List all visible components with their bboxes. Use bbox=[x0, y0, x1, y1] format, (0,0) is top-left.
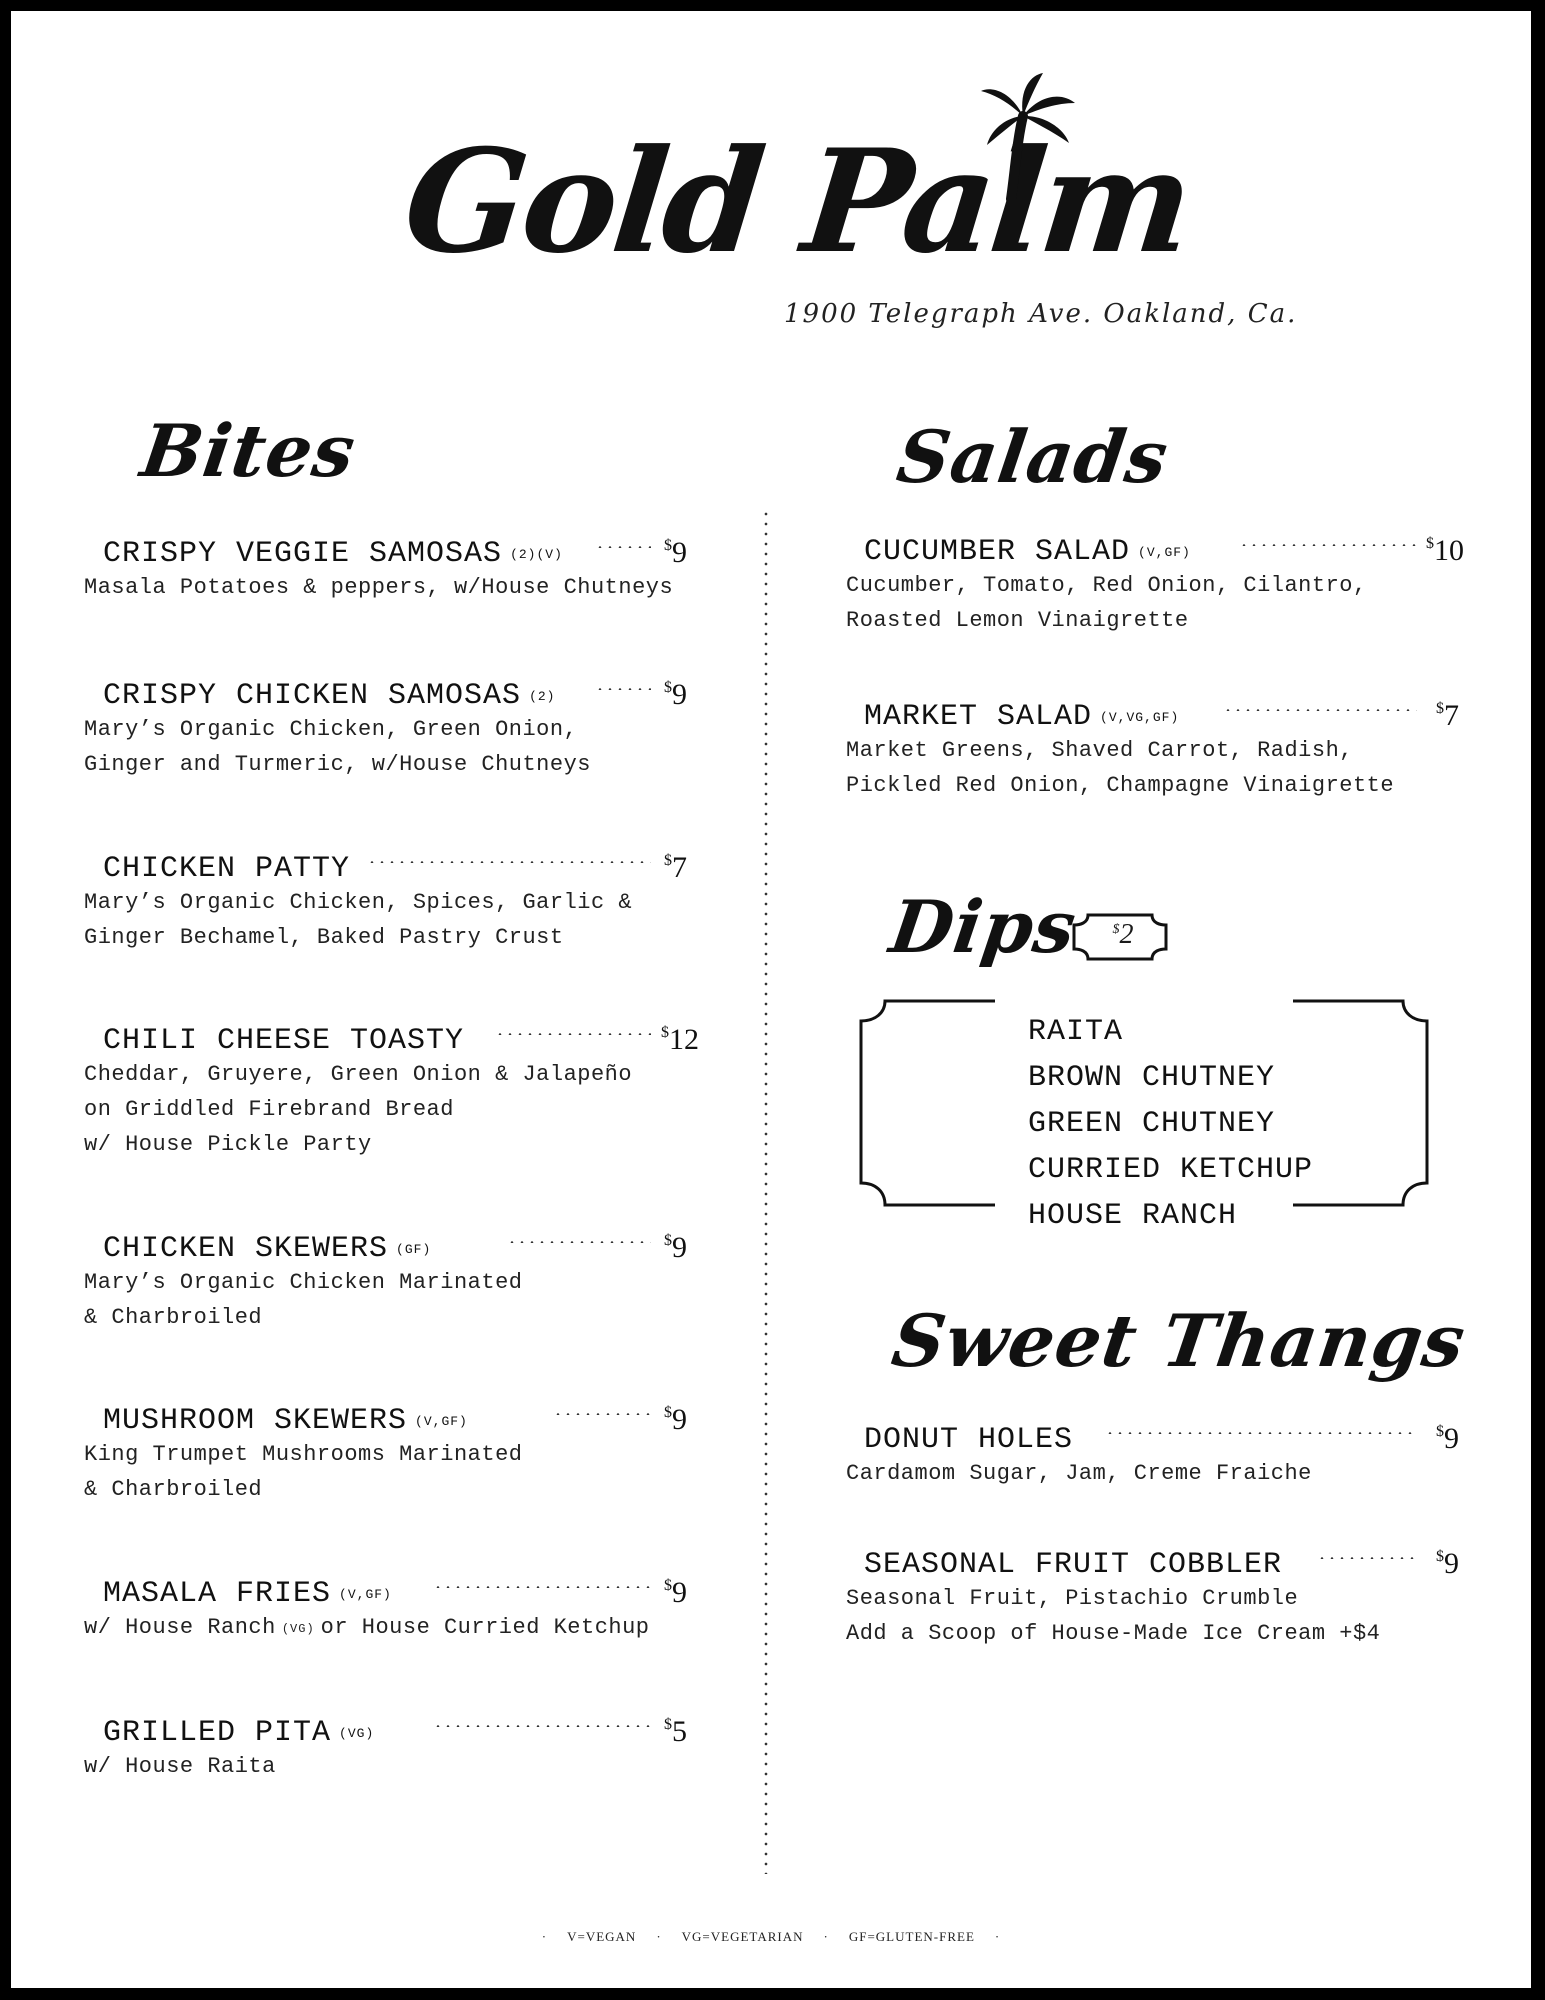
menu-item-name: CRISPY CHICKEN SAMOSAS (2) bbox=[103, 679, 556, 713]
logo-wordmark: Gold Palm bbox=[397, 119, 1197, 285]
menu-item-description: King Trumpet Mushrooms Marinated & Charbroiled bbox=[84, 1442, 523, 1502]
column-divider bbox=[764, 509, 768, 1874]
menu-item-price: $9 bbox=[1436, 1422, 1459, 1455]
palm-tree-icon bbox=[971, 71, 1081, 201]
dip-item: CURRIED KETCHUP bbox=[1028, 1153, 1314, 1187]
dot-leader bbox=[367, 861, 651, 863]
diet-tag: (V,VG,GF) bbox=[1100, 710, 1180, 725]
menu-item-price: $9 bbox=[664, 536, 687, 569]
menu-item-name: DONUT HOLES bbox=[864, 1423, 1074, 1457]
legend-vegetarian: VG=VEGETARIAN bbox=[681, 1929, 804, 1944]
dot-leader bbox=[507, 1241, 651, 1243]
menu-item-name: MARKET SALAD (V,VG,GF) bbox=[864, 700, 1180, 734]
dot-leader bbox=[595, 688, 651, 690]
menu-item-name: MUSHROOM SKEWERS (V,GF) bbox=[103, 1404, 468, 1438]
menu-item-price: $9 bbox=[664, 678, 687, 711]
dot-leader bbox=[1105, 1432, 1417, 1434]
sweets-heading: Sweet Thangs bbox=[887, 1298, 1471, 1383]
legend-gluten-free: GF=GLUTEN-FREE bbox=[848, 1929, 975, 1944]
menu-item-description: Cheddar, Gruyere, Green Onion & Jalapeño on Griddled Firebrand Bread w/ House Pickle Party bbox=[84, 1062, 633, 1157]
diet-tag: (V,GF) bbox=[415, 1414, 468, 1429]
dot-leader bbox=[595, 546, 651, 548]
diet-tag: (GF) bbox=[396, 1242, 432, 1257]
diet-tag: (2) bbox=[529, 689, 556, 704]
menu-item-price: $10 bbox=[1426, 534, 1464, 567]
diet-tag: (V,GF) bbox=[1138, 545, 1191, 560]
bites-heading: Bites bbox=[136, 408, 361, 493]
menu-item-name: MASALA FRIES (V,GF) bbox=[103, 1577, 392, 1611]
salads-heading: Salads bbox=[892, 414, 1174, 499]
menu-item-name: CHICKEN PATTY bbox=[103, 852, 351, 886]
dip-item: BROWN CHUTNEY bbox=[1028, 1061, 1276, 1095]
menu-item-name: CRISPY VEGGIE SAMOSAS (2)(V) bbox=[103, 537, 563, 571]
menu-item-price: $7 bbox=[1436, 699, 1459, 732]
menu-item-description: Cucumber, Tomato, Red Onion, Cilantro, Roasted Lemon Vinaigrette bbox=[846, 573, 1367, 633]
dot-leader bbox=[495, 1033, 651, 1035]
menu-item-price: $12 bbox=[661, 1023, 699, 1056]
dips-heading: Dips bbox=[885, 884, 1082, 969]
menu-item-description: Seasonal Fruit, Pistachio Crumble Add a Scoop of House-Made Ice Cream +$4 bbox=[846, 1586, 1381, 1646]
dips-list bbox=[1028, 1009, 1313, 1239]
menu-item-price: $7 bbox=[664, 851, 687, 884]
menu-item-name: GRILLED PITA (VG) bbox=[103, 1716, 375, 1750]
address: 1900 Telegraph Ave. Oakland, Ca. bbox=[784, 299, 1298, 329]
menu-item-description: Mary’s Organic Chicken, Spices, Garlic & Ginger Bechamel, Baked Pastry Crust bbox=[84, 890, 633, 950]
menu-item-price: $5 bbox=[664, 1715, 687, 1748]
menu-item-description: Market Greens, Shaved Carrot, Radish, Pickled Red Onion, Champagne Vinaigrette bbox=[846, 738, 1395, 798]
dip-item: HOUSE RANCH bbox=[1028, 1199, 1238, 1233]
dips-price: $2 bbox=[1112, 919, 1134, 950]
dot-leader bbox=[433, 1725, 651, 1727]
menu-item-description: Cardamom Sugar, Jam, Creme Fraiche bbox=[846, 1461, 1312, 1486]
diet-tag: (V,GF) bbox=[339, 1587, 392, 1602]
dot-leader bbox=[433, 1586, 651, 1588]
menu-item-name: CUCUMBER SALAD (V,GF) bbox=[864, 535, 1191, 569]
menu-item-name: SEASONAL FRUIT COBBLER bbox=[864, 1548, 1283, 1582]
menu-item-description: w/ House Raita bbox=[84, 1754, 276, 1779]
dot-leader bbox=[1239, 544, 1417, 546]
diet-legend: · V=VEGAN · VG=VEGETARIAN · GF=GLUTEN-FREE · bbox=[541, 1929, 1001, 1944]
menu-item-price: $9 bbox=[664, 1403, 687, 1436]
menu-page bbox=[11, 11, 1531, 1988]
menu-item-price: $9 bbox=[664, 1231, 687, 1264]
diet-tag: (VG) bbox=[339, 1726, 375, 1741]
menu-item-description: Masala Potatoes & peppers, w/House Chutneys bbox=[84, 575, 674, 600]
menu-item-name: CHILI CHEESE TOASTY bbox=[103, 1024, 465, 1058]
dot-leader bbox=[1223, 709, 1417, 711]
menu-item-description: w/ House Ranch (VG) or House Curried Ketchup bbox=[84, 1615, 650, 1640]
diet-tag: (2)(V) bbox=[510, 547, 563, 562]
menu-item-price: $9 bbox=[1436, 1547, 1459, 1580]
dip-item: GREEN CHUTNEY bbox=[1028, 1107, 1276, 1141]
menu-item-name: CHICKEN SKEWERS (GF) bbox=[103, 1232, 432, 1266]
menu-item-description: Mary’s Organic Chicken, Green Onion, Ginger and Turmeric, w/House Chutneys bbox=[84, 717, 591, 777]
menu-item-description: Mary’s Organic Chicken Marinated & Charbroiled bbox=[84, 1270, 523, 1330]
diet-tag: (VG) bbox=[281, 1622, 315, 1636]
menu-item-price: $9 bbox=[664, 1576, 687, 1609]
dot-leader bbox=[553, 1413, 651, 1415]
dot-leader bbox=[1317, 1557, 1417, 1559]
legend-vegan: V=VEGAN bbox=[567, 1929, 637, 1944]
dip-item: RAITA bbox=[1028, 1015, 1124, 1049]
